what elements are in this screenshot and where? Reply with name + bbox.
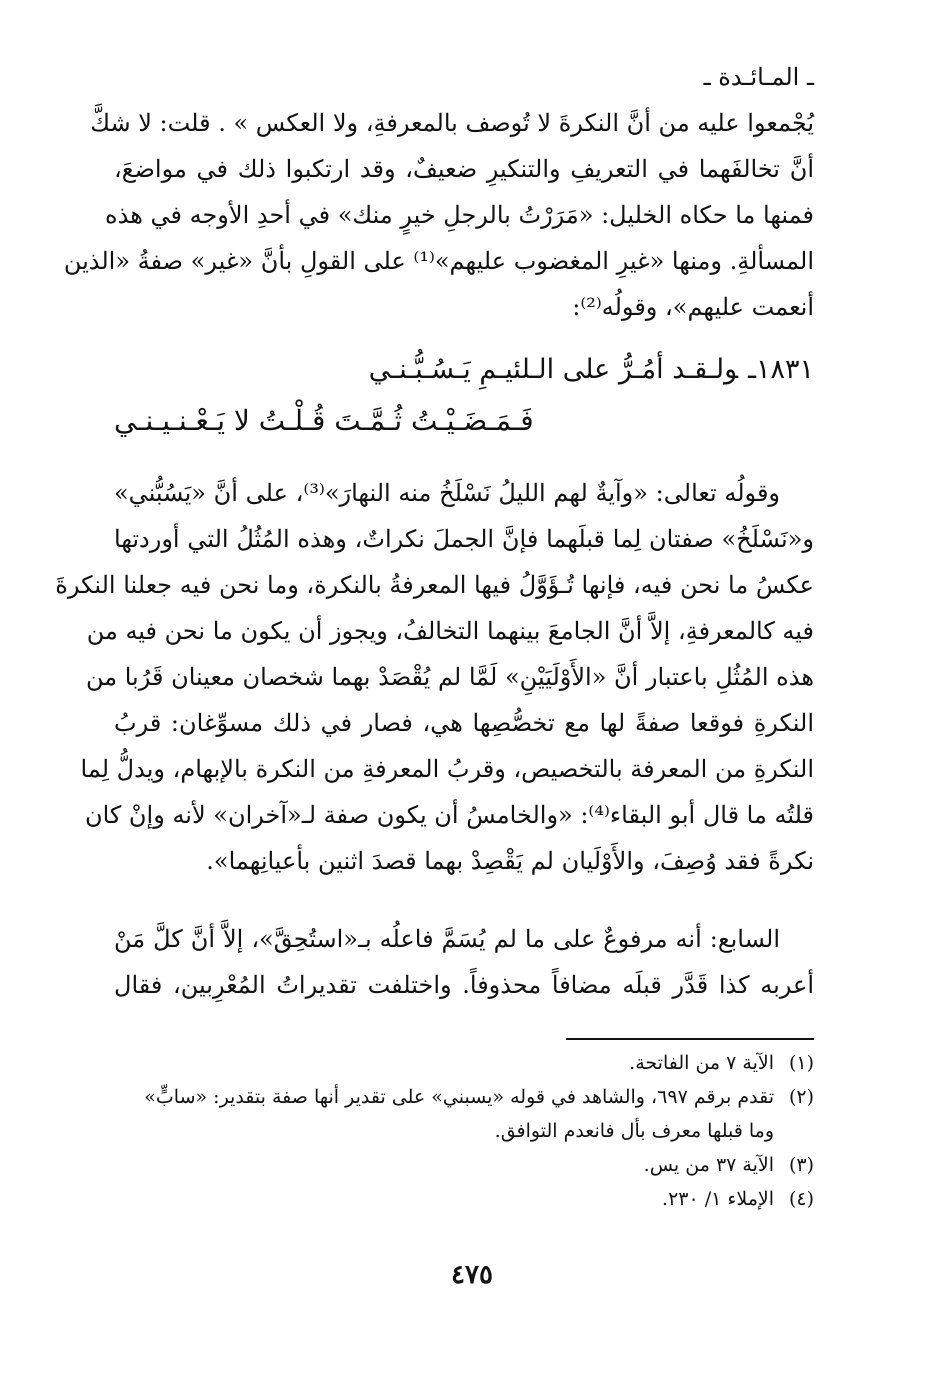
footnote-number: (٤) bbox=[788, 1188, 814, 1210]
footnote-number: (١) bbox=[788, 1052, 814, 1074]
footnote-number: (٢) bbox=[788, 1086, 814, 1108]
footnote-text: الإملاء ١/ ٢٣٠. bbox=[662, 1188, 774, 1210]
text-line: أنَّ تخالفَهما في التعريفِ والتنكيرِ ضعيفٌ، وقد ارتكبوا ذلك في مواضعَ، bbox=[114, 155, 814, 183]
footnote-3 bbox=[114, 1148, 814, 1182]
running-header: ـ المـائـدة ـ bbox=[703, 63, 814, 91]
verse-number: ١٨٣١ـ bbox=[748, 354, 814, 385]
text-line: فيه كالمعرفةِ، إلاَّ أنَّ الجامعَ بينهما التخالفُ، ويجوز أن يكون ما نحن فيه من bbox=[86, 617, 814, 645]
footnote-4 bbox=[114, 1182, 814, 1216]
paragraph-1 bbox=[63, 100, 814, 330]
footnotes bbox=[114, 1046, 814, 1216]
text-line: النكرةِ فوقعا صفةً لها مع تخصُّصِها هي، فصار في ذلك مسوِّغان: قربُ bbox=[114, 709, 814, 737]
text-line: وقولُه تعالى: «وآيةٌ لهم الليلُ نَسْلَخُ منه النهارَ»⁽³⁾، على أنَّ «يَسُبُّني» bbox=[114, 479, 781, 507]
page-number: ٤٧٥ bbox=[451, 1260, 493, 1290]
text-line: نكرةً فقد وُصِفَ، والأَوْلَيان لم يَقْصِدْ بهما قصدَ اثنين بأعيانِهما». bbox=[206, 847, 814, 875]
text-line: هذه المُثُلِ باعتبار أنَّ «الأَوْلَيَيْنِ» لَمَّا لم يُقْصَدْ بهما شخصان معينان قَرُبا من bbox=[85, 663, 814, 691]
footnote-2-continuation: وما قبلها معرف بأل فانعدم التوافق. bbox=[494, 1120, 774, 1142]
text-line: و«نَسْلَخُ» صفتان لِما قبلَهما فإنَّ الجملَ نكراتٌ، وهذه المُثُلُ التي أوردتها bbox=[114, 525, 814, 553]
text-line: عكسُ ما نحن فيه، فإنها تُـؤَوَّلُ فيها المعرفةُ بالنكرة، وما نحن فيه جعلنا النكرةَ bbox=[55, 571, 814, 599]
text-line: فمنها ما حكاه الخليل: «مَرَرْتُ بالرجلِ خيرٍ منك» في أحدِ الأوجه في هذه bbox=[105, 201, 814, 229]
text-line: قلتُه ما قال أبو البقاء⁽⁴⁾: «والخامسُ أن يكون صفة لـ«آخران» لأنه وإنْ كان bbox=[84, 801, 814, 829]
footnote-2 bbox=[114, 1080, 814, 1114]
footnote-separator bbox=[566, 1038, 814, 1040]
paragraph-3 bbox=[114, 916, 814, 1008]
verse-line-1: ولـقـد أمُـرُّ على الـلئيـمِ يَـسُـبُّـنـي bbox=[368, 354, 739, 385]
text-line: المسألةِ. ومنها «غيرِ المغضوب عليهم»⁽¹⁾ على القولِ بأنَّ «غير» صفةُ «الذين bbox=[63, 247, 814, 275]
paragraph-2 bbox=[55, 470, 814, 884]
verse-second-hemistich: فَـمَـضَـيْـتُ ثُـمَّـتَ قُـلْـتُ لا يَـعْـنـيـنـي bbox=[114, 404, 534, 437]
text-line: يُجْمعوا عليه من أنَّ النكرةَ لا تُوصف بالمعرفةِ، ولا العكس » . قلت: لا شكَّ bbox=[90, 109, 814, 137]
footnote-text: الآية ٣٧ من يس. bbox=[643, 1154, 774, 1176]
footnote-number: (٣) bbox=[788, 1154, 814, 1176]
text-line: أنعمت عليهم»، وقولُه⁽²⁾: bbox=[572, 293, 814, 321]
text-line: أعربه كذا قَدَّر قبلَه مضافاً محذوفاً. واختلفت تقديراتُ المُعْرِبين، فقال bbox=[114, 971, 814, 999]
footnote-text: الآية ٧ من الفاتحة. bbox=[629, 1052, 774, 1074]
verse-first-hemistich bbox=[114, 348, 814, 392]
text-line: السابع: أنه مرفوعٌ على ما لم يُسَمَّ فاعلُه بـ«استُحِقَّ»، إلاَّ أنَّ كلَّ مَنْ bbox=[114, 925, 780, 953]
text-line: النكرةِ من المعرفة بالتخصيص، وقربُ المعرفةِ من النكرة بالإبهام، ويدلُّ لِما bbox=[80, 755, 814, 783]
footnote-1 bbox=[114, 1046, 814, 1080]
footnote-text: تقدم برقم ٦٩٧، والشاهد في قوله «يسبني» على تقدير أنها صفة بتقدير: «سابٍّ» bbox=[144, 1086, 774, 1108]
